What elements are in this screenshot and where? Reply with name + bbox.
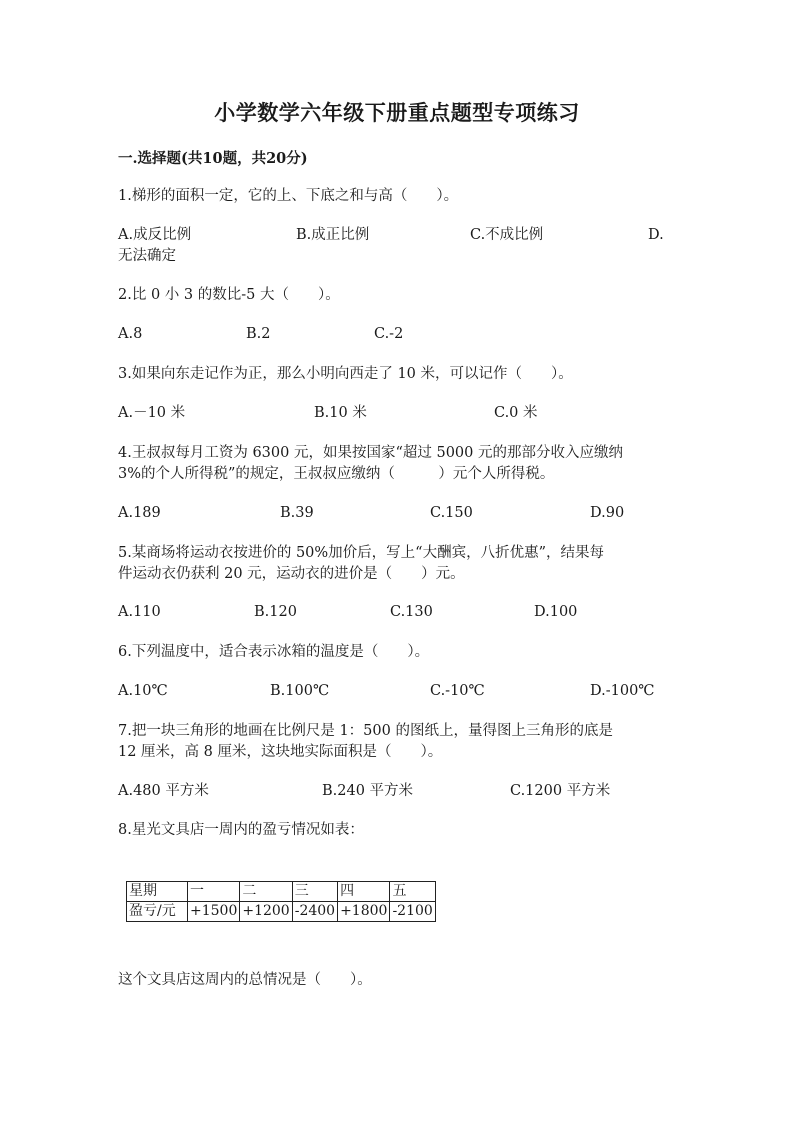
option-b[interactable]: B.2 [246, 326, 271, 342]
table-cell: 一 [188, 882, 240, 902]
option-a[interactable]: A.480 平方米 [118, 783, 209, 799]
option-c[interactable]: C.1200 平方米 [510, 783, 611, 799]
table-cell: 三 [292, 882, 337, 902]
option-c[interactable]: C.-10℃ [430, 683, 485, 699]
table-cell: -2400 [292, 902, 337, 922]
table-cell: 星期 [127, 882, 188, 902]
table-cell: 五 [390, 882, 435, 902]
option-d[interactable]: D.-100℃ [590, 683, 655, 699]
question-5-stem-line1: 5.某商场将运动衣按进价的 50%加价后，写上“大酬宾，八折优惠”，结果每 [118, 545, 604, 561]
question-4-options [118, 503, 666, 524]
question-1-stem: 1.梯形的面积一定，它的上、下底之和与高（ ）。 [118, 188, 459, 204]
question-2-options [118, 324, 666, 345]
option-c[interactable]: C.-2 [374, 326, 404, 342]
question-8-stem: 8.星光文具店一周内的盈亏情况如表： [118, 822, 364, 838]
question-6-options [118, 681, 666, 702]
option-c[interactable]: C.130 [390, 604, 433, 620]
question-3-stem: 3.如果向东走记作为正，那么小明向西走了 10 米，可以记作（ ）。 [118, 366, 573, 382]
question-6-stem: 6.下列温度中，适合表示冰箱的温度是（ ）。 [118, 644, 430, 660]
option-b[interactable]: B.120 [254, 604, 297, 620]
option-a[interactable]: A.8 [118, 326, 143, 342]
question-5-stem-line2: 件运动衣仍获利 20 元，运动衣的进价是（ ）元。 [118, 566, 465, 582]
section-heading: 一.选择题(共10题，共20分) [118, 150, 308, 167]
option-a[interactable]: A.110 [118, 604, 161, 620]
table-cell: +1200 [240, 902, 292, 922]
question-2-stem: 2.比 0 小 3 的数比-5 大（ ）。 [118, 287, 340, 303]
table-cell: 四 [338, 882, 390, 902]
table-cell: +1800 [338, 902, 390, 922]
profit-loss-table [126, 881, 436, 922]
option-c[interactable]: C.不成比例 [470, 227, 544, 243]
option-c[interactable]: C.0 米 [494, 405, 538, 421]
question-7-stem-line2: 12 厘米，高 8 厘米，这块地实际面积是（ ）。 [118, 744, 443, 760]
option-b[interactable]: B.39 [280, 505, 314, 521]
option-b[interactable]: B.100℃ [270, 683, 330, 699]
question-5-options [118, 602, 666, 623]
page-title: 小学数学六年级下册重点题型专项练习 [214, 100, 580, 125]
question-8-followup: 这个文具店这周内的总情况是（ ）。 [118, 972, 372, 988]
table-cell: +1500 [188, 902, 240, 922]
option-d[interactable]: D.90 [590, 505, 625, 521]
question-4-stem-line2: 3%的个人所得税”的规定，王叔叔应缴纳（ ）元个人所得税。 [118, 466, 555, 482]
option-a[interactable]: A.成反比例 [118, 227, 192, 243]
option-a[interactable]: A.10℃ [118, 683, 168, 699]
table-row [127, 902, 436, 922]
table-cell: 盈亏/元 [127, 902, 188, 922]
option-a[interactable]: A.189 [118, 505, 161, 521]
question-4-stem-line1: 4.王叔叔每月工资为 6300 元，如果按国家“超过 5000 元的那部分收入应缴纳 [118, 445, 623, 461]
question-3-options [118, 403, 666, 424]
table-cell: 二 [240, 882, 292, 902]
option-b[interactable]: B.成正比例 [296, 227, 370, 243]
option-a[interactable]: A.－10 米 [118, 405, 186, 421]
option-d[interactable]: D. [648, 227, 664, 243]
option-b[interactable]: B.240 平方米 [322, 783, 414, 799]
question-7-options [118, 781, 666, 802]
option-c[interactable]: C.150 [430, 505, 473, 521]
table-header-row [127, 882, 436, 902]
table-cell: -2100 [390, 902, 435, 922]
question-7-stem-line1: 7.把一块三角形的地画在比例尺是 1：500 的图纸上，量得图上三角形的底是 [118, 723, 613, 739]
option-d[interactable]: D.100 [534, 604, 578, 620]
option-b[interactable]: B.10 米 [314, 405, 367, 421]
option-d-continuation: 无法确定 [118, 248, 176, 264]
question-1-options [118, 225, 666, 246]
